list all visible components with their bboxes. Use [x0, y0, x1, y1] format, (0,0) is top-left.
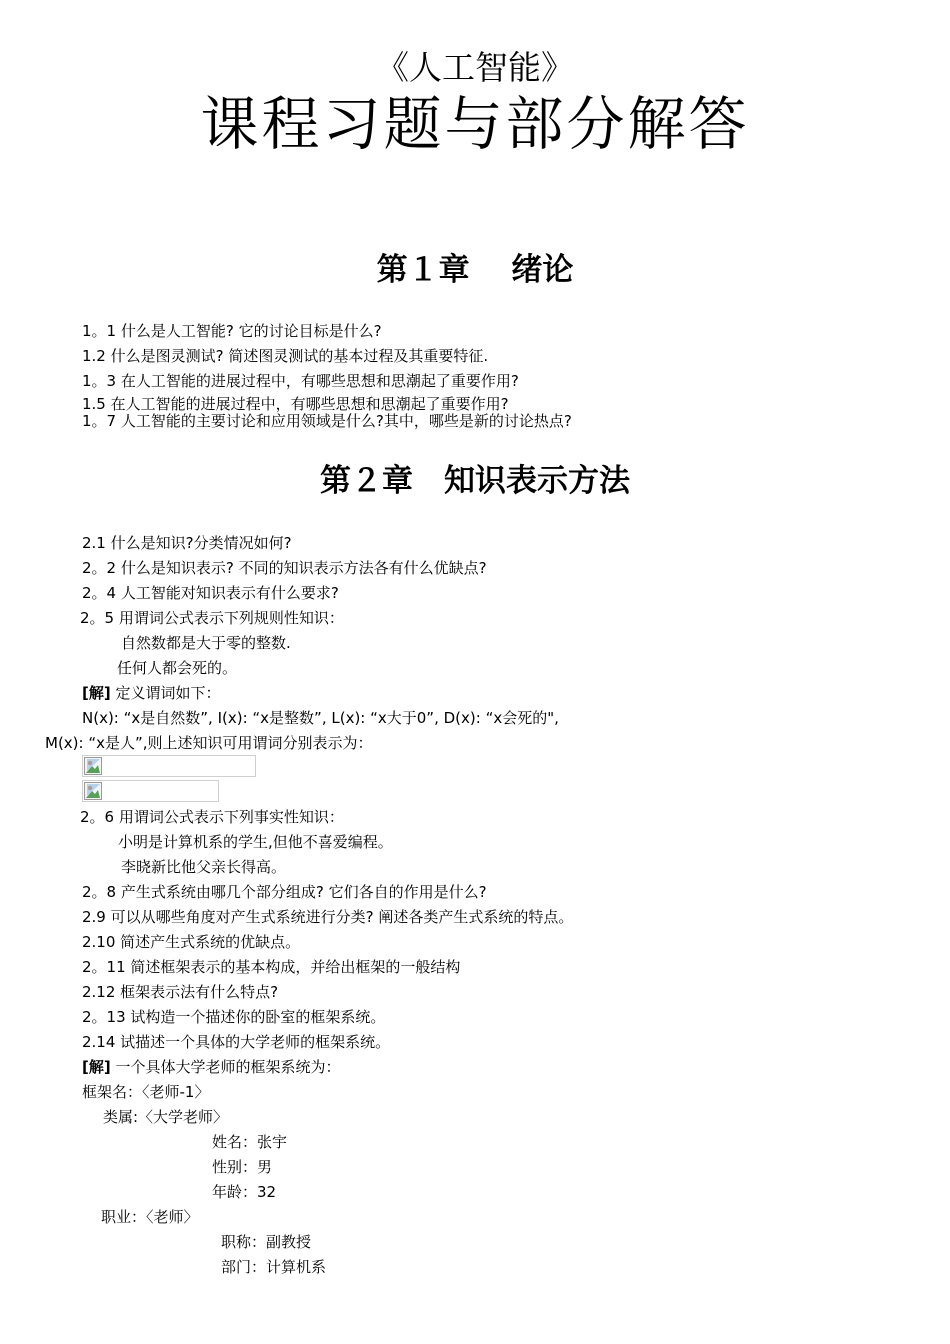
question-2-4: 2。4 人工智能对知识表示有什么要求?: [82, 584, 339, 602]
question-2-1: 2.1 什么是知识?分类情况如何?: [82, 534, 292, 552]
question-2-13: 2。13 试构造一个描述你的卧室的框架系统。: [82, 1008, 386, 1026]
frame-occupation: 职业：〈老师〉: [101, 1208, 199, 1226]
question-2-6: 2。6 用谓词公式表示下列事实性知识：: [80, 808, 344, 826]
question-2-14: 2.14 试描述一个具体的大学老师的框架系统。: [82, 1033, 391, 1051]
answer-tag: [解]: [82, 1058, 111, 1076]
predicate-definitions: N(x): “x是自然数”, I(x): “x是整数”, L(x): “x大于0”, D(x): “x会死的",: [82, 709, 559, 727]
answer-2-14: [82, 1056, 341, 1078]
question-1-3: 1。3 在人工智能的进展过程中，有哪些思想和思潮起了重要作用?: [82, 372, 519, 390]
frame-slot-name: 姓名：张宇: [212, 1133, 288, 1151]
question-1-5: 1.5 在人工智能的进展过程中，有哪些思想和思潮起了重要作用?: [82, 395, 509, 413]
question-1-1: 1。1 什么是人工智能? 它的讨论目标是什么?: [82, 322, 382, 340]
fact-item-xiaoming: 小明是计算机系的学生,但他不喜爱编程。: [118, 833, 393, 851]
fact-item-lixiaoxin: 李晓新比他父亲长得高。: [121, 858, 287, 876]
question-2-12: 2.12 框架表示法有什么特点?: [82, 983, 279, 1001]
knowledge-item-natural-numbers: 自然数都是大于零的整数.: [121, 634, 291, 652]
formula-image-1: [82, 755, 256, 777]
frame-category: 类属:〈大学老师〉: [103, 1108, 229, 1126]
question-2-5: 2。5 用谓词公式表示下列规则性知识：: [80, 609, 344, 627]
answer-tag: [解]: [82, 684, 111, 702]
frame-slot-age: 年龄：32: [212, 1183, 277, 1201]
answer-2-5: [82, 682, 221, 704]
chapter-1-heading: 第１章 绪论: [376, 252, 574, 288]
frame-slot-gender: 性别：男: [212, 1158, 273, 1176]
frame-slot-title: 职称：副教授: [221, 1233, 312, 1251]
chapter-2-heading: 第２章 知识表示方法: [320, 463, 630, 499]
question-2-10: 2.10 简述产生式系统的优缺点。: [82, 933, 301, 951]
frame-name: 框架名：〈老师-1〉: [82, 1083, 210, 1101]
predicate-definitions-cont: M(x): “x是人”,则上述知识可用谓词分别表示为：: [45, 734, 373, 752]
broken-image-icon: [84, 782, 102, 800]
question-1-7: 1。7 人工智能的主要讨论和应用领域是什么?其中，哪些是新的讨论热点?: [82, 412, 572, 430]
frame-slot-department: 部门：计算机系: [221, 1258, 327, 1276]
question-2-2: 2。2 什么是知识表示? 不同的知识表示方法各有什么优缺点?: [82, 559, 487, 577]
question-2-11: 2。11 简述框架表示的基本构成，并给出框架的一般结构: [82, 958, 461, 976]
broken-image-icon: [84, 757, 102, 775]
answer-text: 定义谓词如下：: [115, 684, 221, 702]
document-title: 课程习题与部分解答: [200, 90, 750, 158]
question-2-8: 2。8 产生式系统由哪几个部分组成? 它们各自的作用是什么?: [82, 883, 487, 901]
book-title: 《人工智能》: [376, 48, 574, 87]
knowledge-item-mortal: 任何人都会死的。: [117, 659, 238, 677]
formula-image-2: [82, 780, 219, 802]
question-2-9: 2.9 可以从哪些角度对产生式系统进行分类? 阐述各类产生式系统的特点。: [82, 908, 574, 926]
question-1-2: 1.2 什么是图灵测试? 简述图灵测试的基本过程及其重要特征.: [82, 347, 489, 365]
answer-text: 一个具体大学老师的框架系统为：: [115, 1058, 341, 1076]
